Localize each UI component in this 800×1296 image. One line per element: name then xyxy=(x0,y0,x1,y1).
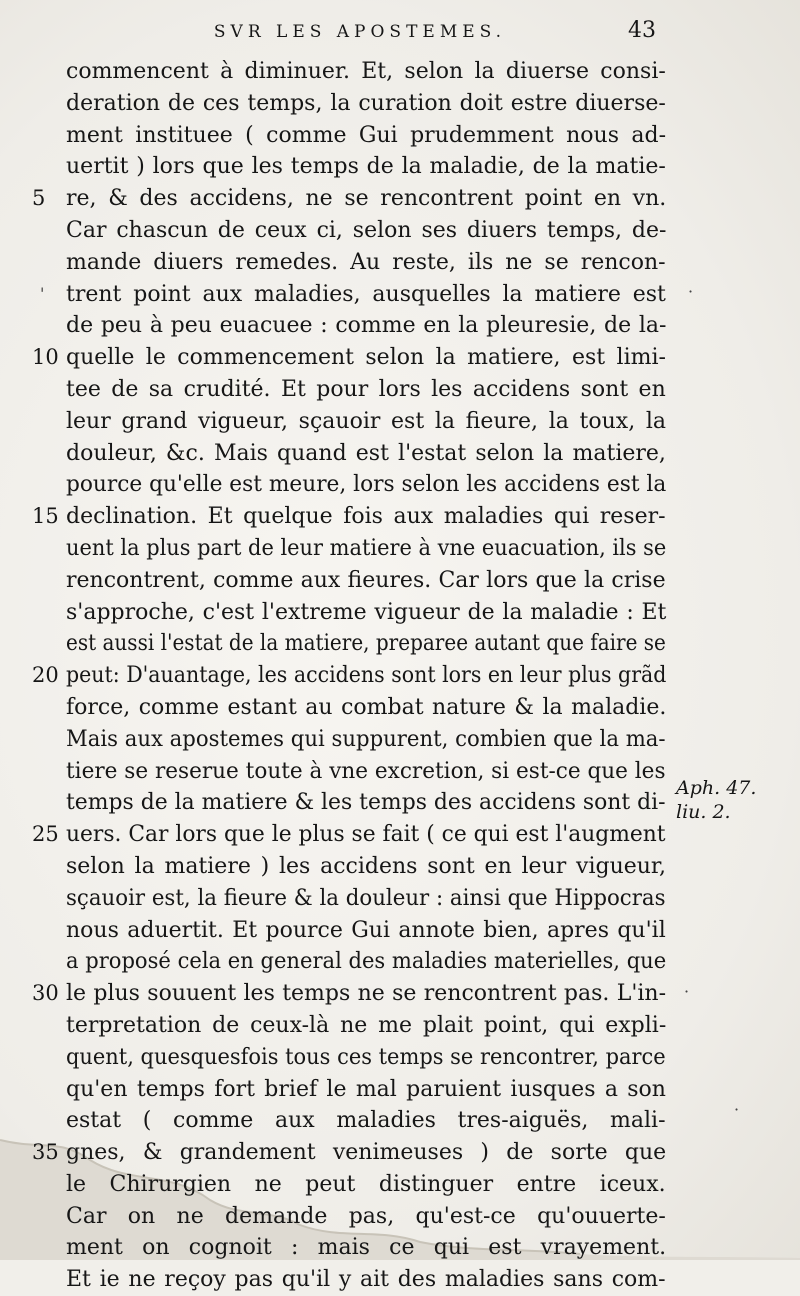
text-line xyxy=(66,1010,666,1042)
text-line xyxy=(66,438,666,470)
line-text: re, & des accidens, ne se rencontrent point en vn. xyxy=(66,186,667,212)
text-line xyxy=(66,88,666,120)
marginal-note-ref: Aph. 47. xyxy=(676,777,757,799)
line-text: selon la matiere ) les accidens sont en leur vigueur, xyxy=(66,853,667,879)
main-text-block xyxy=(32,56,667,1296)
line-text: qu'en temps fort brief le mal paruient iusques a son xyxy=(66,1076,666,1102)
line-text: tiere se reserue toute à vne excretion, si est-ce que les xyxy=(66,758,666,784)
text-line xyxy=(66,565,666,597)
text-line xyxy=(32,660,667,692)
line-text: leur grand vigueur, sçauoir est la fieure, la toux, la xyxy=(66,408,666,434)
text-line xyxy=(66,533,666,565)
text-line xyxy=(66,1169,666,1201)
line-number: 10 xyxy=(32,345,59,370)
line-text: uent la plus part de leur matiere à vne euacuation, ils se xyxy=(66,535,667,561)
line-text: douleur, &c. Mais quand est l'estat selon la matiere, xyxy=(66,440,666,466)
ink-speck: · xyxy=(734,1100,740,1119)
text-line xyxy=(32,501,666,533)
line-text: tee de sa crudité. Et pour lors les accidens sont en xyxy=(66,376,666,402)
text-line xyxy=(66,851,666,883)
line-text: declination. Et quelque fois aux maladies qui reser- xyxy=(66,504,666,530)
line-number: 15 xyxy=(32,504,59,529)
page-number: 43 xyxy=(628,18,656,43)
text-line xyxy=(66,946,666,978)
line-text: ment on cognoit : mais ce qui est vrayement. xyxy=(66,1235,667,1261)
marginal-note xyxy=(676,776,756,824)
text-line xyxy=(66,787,666,819)
line-number: 20 xyxy=(32,663,59,688)
line-text: le plus souuent les temps ne se rencontrent pas. L'in- xyxy=(66,981,667,1007)
line-text: trent point aux maladies, ausquelles la matiere est xyxy=(66,281,666,307)
line-text: gnes, & grandement venimeuses ) de sorte que xyxy=(66,1140,667,1166)
text-line xyxy=(66,628,666,660)
line-text: Car chascun de ceux ci, selon ses diuers temps, de- xyxy=(66,217,667,243)
line-text: peut: D'auantage, les accidens sont lors en leur plus grãd xyxy=(66,663,667,689)
line-text: commencent à diminuer. Et, selon la diuerse consi- xyxy=(66,59,666,84)
line-number: 25 xyxy=(32,822,59,847)
marginal-note-book: liu. 2. xyxy=(676,801,731,823)
text-line xyxy=(66,915,666,947)
line-text: terpretation de ceux-là ne me plait point, qui expli- xyxy=(66,1012,667,1038)
line-text: a proposé cela en general des maladies materielles, que xyxy=(66,949,667,975)
line-text: est aussi l'estat de la matiere, preparee autant que faire se xyxy=(66,631,666,657)
running-title: SVR LES APOSTEMES. xyxy=(213,22,507,42)
text-line xyxy=(66,1074,666,1106)
text-line xyxy=(66,469,666,501)
line-text: ment instituee ( comme Gui prudemment nous ad- xyxy=(66,122,667,148)
text-line xyxy=(66,215,666,247)
text-line xyxy=(66,120,666,152)
line-number: 30 xyxy=(32,981,59,1006)
line-text: temps de la matiere & les temps des accidens sont di- xyxy=(66,790,666,816)
text-line xyxy=(32,1137,667,1169)
line-text: sçauoir est, la fieure & la douleur : ainsi que Hippocras xyxy=(66,885,666,911)
text-line xyxy=(32,978,667,1010)
line-text: nous aduertit. Et pource Gui annote bien, apres qu'il xyxy=(66,917,666,943)
ink-speck: ' xyxy=(40,284,45,303)
text-line xyxy=(32,819,666,851)
text-line xyxy=(32,183,667,215)
text-line xyxy=(66,756,666,788)
text-line xyxy=(66,279,666,311)
line-number: 35 xyxy=(32,1140,59,1165)
line-text: uers. Car lors que le plus se fait ( ce qui est l'augment xyxy=(66,822,666,848)
text-line xyxy=(66,247,666,279)
line-text: le Chirurgien ne peut distinguer entre iceux. xyxy=(66,1171,666,1197)
text-line xyxy=(66,724,666,756)
ink-speck: · xyxy=(688,282,694,301)
line-text: force, comme estant au combat nature & la maladie. xyxy=(66,694,667,720)
text-line xyxy=(32,342,666,374)
line-text: Car on ne demande pas, qu'est-ce qu'ouuerte- xyxy=(66,1203,666,1229)
line-text: quent, quesquesfois tous ces temps se rencontrer, parce xyxy=(66,1044,666,1070)
text-line xyxy=(66,1042,666,1074)
text-line xyxy=(66,310,666,342)
line-text: mande diuers remedes. Au reste, ils ne se rencon- xyxy=(66,249,666,275)
line-text: quelle le commencement selon la matiere, est limi- xyxy=(66,345,666,371)
text-line xyxy=(66,374,666,406)
text-line xyxy=(66,1105,666,1137)
text-line xyxy=(66,692,666,724)
line-text: de peu à peu euacuee : comme en la pleuresie, de la- xyxy=(66,313,667,339)
line-text: estat ( comme aux maladies tres-aiguës, mali- xyxy=(66,1108,666,1134)
line-text: Mais aux apostemes qui suppurent, combien que la ma- xyxy=(66,726,666,752)
text-line xyxy=(66,1264,666,1296)
line-text: rencontrent, comme aux fieures. Car lors que la crise xyxy=(66,567,666,593)
text-line xyxy=(66,406,666,438)
ink-speck: · xyxy=(684,982,690,1001)
line-text: pource qu'elle est meure, lors selon les accidens est la xyxy=(66,472,667,498)
line-text: Et ie ne reçoy pas qu'il y ait des maladies sans com- xyxy=(66,1267,666,1293)
line-text: deration de ces temps, la curation doit estre diuerse- xyxy=(66,90,666,116)
text-line xyxy=(66,151,666,183)
text-line xyxy=(66,1201,666,1233)
text-line xyxy=(66,56,666,88)
text-line xyxy=(66,883,666,915)
line-number: 5 xyxy=(32,186,46,211)
text-line xyxy=(66,597,666,629)
line-text: s'approche, c'est l'extreme vigueur de la maladie : Et xyxy=(66,599,667,625)
line-text: uertit ) lors que les temps de la maladie, de la matie- xyxy=(66,154,666,180)
